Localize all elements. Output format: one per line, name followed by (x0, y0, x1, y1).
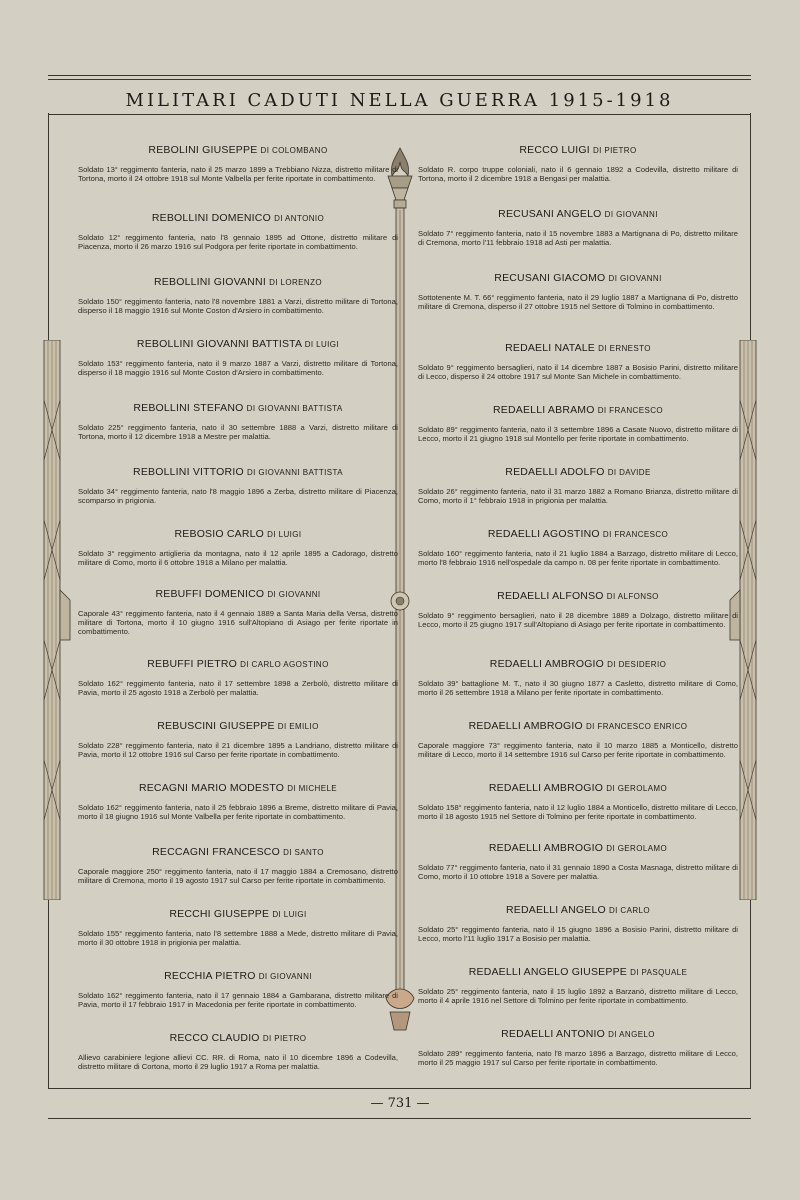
soldier-record: Soldato 25° reggimento fanteria, nato il 15 luglio 1892 a Barzanò, distretto militare di Lecco, morto il 4 aprile 1916 nel Settore di Tolmino per ferite riportate in combattimento. (418, 987, 738, 1005)
soldier-name: REDAELLI AMBROGIO DI DESIDERIO (489, 658, 667, 670)
list-item (78, 846, 398, 885)
list-item (418, 842, 738, 881)
soldier-record: Soldato 12° reggimento fanteria, nato l'8 gennaio 1895 ad Ottone, distretto militare di Piacenza, morto il 26 marzo 1916 sul Podgora per ferite riportate in combattimento. (78, 233, 398, 251)
soldier-record: Soldato 162° reggimento fanteria, nato il 25 febbraio 1896 a Breme, distretto militare di Pavia, morto il 18 giugno 1916 sul Monte Valbella per ferite riportate in combattimento. (78, 803, 398, 821)
soldier-name: REBOLLINI GIOVANNI BATTISTA DI LUIGI (136, 338, 340, 350)
soldier-name: REDAELI NATALE DI ERNESTO (505, 342, 651, 354)
soldier-record: Soldato 39° battaglione M. T., nato il 30 giugno 1877 a Casletto, distretto militare di Como, morto il 26 settembre 1918 a Milano per ferite riportate in combattimento. (418, 679, 738, 697)
soldier-name: REBOLLINI GIOVANNI DI LORENZO (154, 276, 322, 288)
soldier-name: REDAELLI ANGELO GIUSEPPE DI PASQUALE (468, 966, 688, 978)
list-item (78, 658, 398, 697)
list-item (418, 904, 738, 943)
soldier-record: Soldato 160° reggimento fanteria, nato il 21 luglio 1884 a Barzago, distretto militare di Lecco, morto l'8 febbraio 1916 nell'ospedale da campo n. 08 per ferite riportate in combattimento. (418, 549, 738, 567)
list-item (78, 466, 398, 505)
soldier-name: REBUFFI DOMENICO DI GIOVANNI (155, 588, 321, 600)
soldier-name: RECAGNI MARIO MODESTO DI MICHELE (138, 782, 338, 794)
soldier-name: REBUSCINI GIUSEPPE DI EMILIO (157, 720, 319, 732)
soldier-name: REDAELLI AMBROGIO DI FRANCESCO ENRICO (468, 720, 688, 732)
page-number: — 731 — (370, 1096, 430, 1111)
soldier-name: REDAELLI ANGELO DI CARLO (506, 904, 650, 916)
soldier-record: Allievo carabiniere legione allievi CC. RR. di Roma, nato il 10 dicembre 1896 a Codevilla, distretto militare di Cortona, morto il 29 luglio 1917 a Roma per malattia. (78, 1053, 398, 1071)
list-item (418, 272, 738, 311)
list-item (78, 588, 398, 636)
soldier-record: Soldato 13° reggimento fanteria, nato il 25 marzo 1899 a Trebbiano Nizza, distretto militare di Tortona, morto il 24 ottobre 1918 sul Monte Valbella per ferite riportate in combattimento. (78, 165, 398, 183)
soldier-record: Soldato 34° reggimento fanteria, nato l'8 maggio 1896 a Zerba, distretto militare di Piacenza, scomparso in prigionia. (78, 487, 398, 505)
soldier-name: REDAELLI ANTONIO DI ANGELO (501, 1028, 655, 1040)
list-item (78, 276, 398, 315)
list-item (78, 720, 398, 759)
list-item (418, 590, 738, 629)
soldier-record: Soldato 9° reggimento bersaglieri, nato il 14 dicembre 1887 a Bosisio Parini, distretto militare di Lecco, disperso il 24 ottobre 1917 sul Monte San Michele in combattimento. (418, 363, 738, 381)
soldier-record: Soldato 150° reggimento fanteria, nato l'8 novembre 1881 a Varzi, distretto militare di Tortona, disperso il 18 maggio 1916 sul Monte Coston d'Arsiero in combattimento. (78, 297, 398, 315)
soldier-name: RECUSANI GIACOMO DI GIOVANNI (494, 272, 662, 284)
soldier-record: Soldato 3° reggimento artiglieria da montagna, nato il 12 aprile 1895 a Cadorago, distretto militare di Como, morto il 6 ottobre 1918 a Milano per malattia. (78, 549, 398, 567)
list-item (78, 528, 398, 567)
list-item (418, 528, 738, 567)
soldier-name: REDAELLI ADOLFO DI DAVIDE (505, 466, 651, 478)
soldier-name: REDAELLI AMBROGIO DI GEROLAMO (488, 842, 668, 854)
list-item (418, 658, 738, 697)
soldier-name: REBOLLINI DOMENICO DI ANTONIO (151, 212, 325, 224)
list-item (78, 782, 398, 821)
soldier-record: Soldato R. corpo truppe coloniali, nato il 6 gennaio 1892 a Codevilla, distretto militare di Tortona, morto il 2 dicembre 1918 a Bengasi per malattia. (418, 165, 738, 183)
soldier-record: Soldato 7° reggimento fanteria, nato il 15 novembre 1883 a Martignana di Po, distretto militare di Cremona, morto l'11 febbraio 1918 ad Asti per malattia. (418, 229, 738, 247)
soldier-record: Soldato 9° reggimento bersaglieri, nato il 28 dicembre 1889 a Dolzago, distretto militare di Lecco, morto il 25 giugno 1917 sull'Altopiano di Asiago per ferite riportate in combattimento. (418, 611, 738, 629)
soldier-record: Caporale maggiore 250° reggimento fanteria, nato il 17 maggio 1884 a Cremosano, distretto militare di Cremona, morto il 19 agosto 1917 sul Carso per ferite riportate in combattimento. (78, 867, 398, 885)
list-item (78, 338, 398, 377)
soldier-record: Caporale maggiore 73° reggimento fanteria, nato il 10 marzo 1885 a Monticello, distretto militare di Lecco, morto il 14 settembre 1916 sul Carso per ferite riportate in combattimento. (418, 741, 738, 759)
soldier-record: Sottotenente M. T. 66° reggimento fanteria, nato il 29 luglio 1887 a Martignana di Po, distretto militare di Cremona, disperso il 27 ottobre 1915 nel Settore di Tolmino in combattimento. (418, 293, 738, 311)
soldier-record: Soldato 289° reggimento fanteria, nato l'8 marzo 1896 a Barzago, distretto militare di Lecco, morto il 25 maggio 1917 sul Carso per ferite riportate in combattimento. (418, 1049, 738, 1067)
list-item (418, 782, 738, 821)
fasces-left-ornament-icon (32, 340, 72, 900)
list-item (418, 720, 738, 759)
soldier-record: Soldato 25° reggimento fanteria, nato il 15 giugno 1896 a Bosisio Parini, distretto militare di Lecco, morto l'11 luglio 1917 a Bosisio per malattia. (418, 925, 738, 943)
soldier-name: REBOLLINI STEFANO DI GIOVANNI BATTISTA (133, 402, 343, 414)
soldier-name: RECCAGNI FRANCESCO DI SANTO (152, 846, 324, 858)
footer-rule-bottom (48, 1118, 751, 1119)
soldier-record: Soldato 228° reggimento fanteria, nato il 21 dicembre 1895 a Landriano, distretto militare di Pavia, morto il 12 ottobre 1916 sul Carso per ferite riportate in combattimento. (78, 741, 398, 759)
footer-rule-top (48, 1088, 751, 1089)
soldier-name: RECCHIA PIETRO DI GIOVANNI (164, 970, 312, 982)
soldier-record: Soldato 77° reggimento fanteria, nato il 31 gennaio 1890 a Costa Masnaga, distretto militare di Como, morto il 10 ottobre 1918 a Sovere per malattia. (418, 863, 738, 881)
list-item (78, 144, 398, 183)
soldier-record: Soldato 158° reggimento fanteria, nato il 12 luglio 1884 a Monticello, distretto militare di Lecco, morto il 18 agosto 1915 nel Settore di Tolmino per ferite riportate in combattimento. (418, 803, 738, 821)
list-item (78, 970, 398, 1009)
list-item (418, 466, 738, 505)
soldier-name: REDAELLI AGOSTINO DI FRANCESCO (487, 528, 669, 540)
soldier-name: RECCO LUIGI DI PIETRO (519, 144, 637, 156)
soldier-record: Soldato 26° reggimento fanteria, nato il 31 marzo 1882 a Romano Brianza, distretto militare di Como, morto il 1° febbraio 1918 in prigionia per malattia. (418, 487, 738, 505)
soldier-name: REBUFFI PIETRO DI CARLO AGOSTINO (147, 658, 329, 670)
soldier-record: Soldato 225° reggimento fanteria, nato il 30 settembre 1888 a Varzi, distretto militare di Tortona, morto il 12 dicembre 1918 a Mestre per malattia. (78, 423, 398, 441)
soldier-record: Soldato 162° reggimento fanteria, nato il 17 settembre 1898 a Zerbolò, distretto militare di Pavia, morto il 25 agosto 1918 a Zerbolò per malattia. (78, 679, 398, 697)
list-item (418, 966, 738, 1005)
list-item (418, 208, 738, 247)
list-item (78, 402, 398, 441)
soldier-record: Soldato 155° reggimento fanteria, nato l'8 settembre 1888 a Mede, distretto militare di Pavia, morto il 30 ottobre 1918 in prigionia per malattia. (78, 929, 398, 947)
soldier-name: REBOLLINI VITTORIO DI GIOVANNI BATTISTA (133, 466, 343, 478)
list-item (418, 404, 738, 443)
page-title: MILITARI CADUTI NELLA GUERRA 1915-1918 (125, 90, 674, 111)
list-item (418, 342, 738, 381)
soldier-name: RECCHI GIUSEPPE DI LUIGI (169, 908, 307, 920)
list-item (78, 212, 398, 251)
soldier-name: REBOLINI GIUSEPPE DI COLOMBANO (148, 144, 328, 156)
soldier-name: RECUSANI ANGELO DI GIOVANNI (498, 208, 658, 220)
list-item (418, 1028, 738, 1067)
soldier-name: REDAELLI AMBROGIO DI GEROLAMO (488, 782, 668, 794)
soldier-name: REBOSIO CARLO DI LUIGI (174, 528, 302, 540)
soldier-record: Soldato 89° reggimento fanteria, nato il 3 settembre 1896 a Casate Nuovo, distretto militare di Lecco, morto il 21 giugno 1918 sul Montello per ferite riportate in combattimento. (418, 425, 738, 443)
soldier-name: REDAELLI ABRAMO DI FRANCESCO (493, 404, 663, 416)
soldier-record: Soldato 153° reggimento fanteria, nato il 9 marzo 1887 a Varzi, distretto militare di Tortona, disperso il 18 maggio 1916 sul Monte Coston d'Arsiero in combattimento. (78, 359, 398, 377)
soldier-record: Caporale 43° reggimento fanteria, nato il 4 gennaio 1889 a Santa Maria della Versa, distretto militare di Tortona, morto il 10 giugno 1916 sull'Altopiano di Asiago per ferite riportate in combattimento. (78, 609, 398, 636)
soldier-name: REDAELLI ALFONSO DI ALFONSO (497, 590, 659, 602)
soldier-record: Soldato 162° reggimento fanteria, nato il 17 gennaio 1884 a Gambarana, distretto militare di Pavia, morto il 17 febbraio 1917 in Macedonia per ferite riportate in combattimento. (78, 991, 398, 1009)
list-item (78, 1032, 398, 1071)
list-item (78, 908, 398, 947)
soldier-name: RECCO CLAUDIO DI PIETRO (169, 1032, 307, 1044)
list-item (418, 144, 738, 183)
